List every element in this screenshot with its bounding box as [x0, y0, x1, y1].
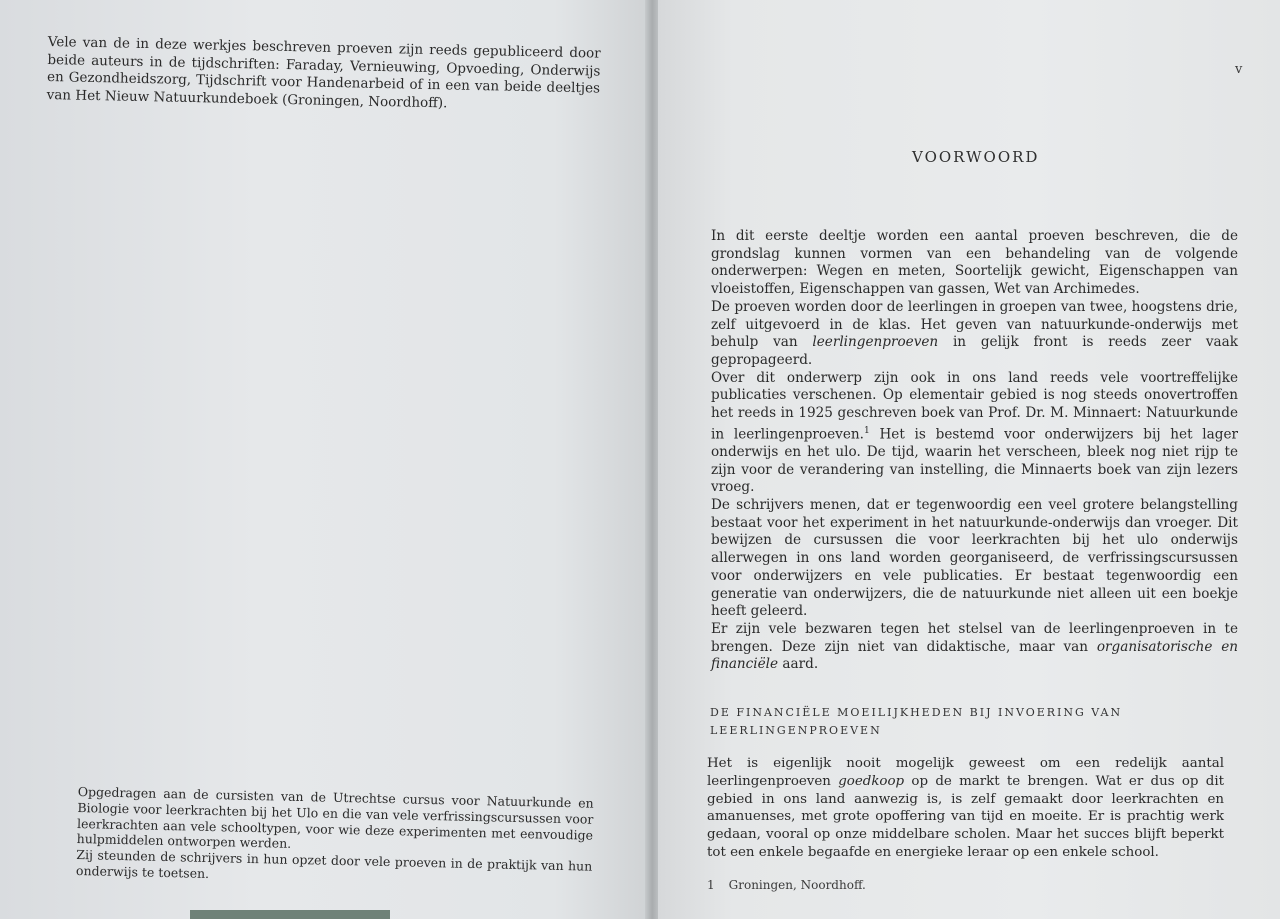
section-body	[707, 755, 1224, 862]
paragraph-4: De schrijvers menen, dat er tegenwoordig een veel grotere belangstelling bestaat voor het experiment in het natuurkunde-onderwijs dan vroeger. Dit bewijzen de cursussen die voor leerkrachten bij het ulo onderwijs allerwegen in ons land worden georganiseerd, de verfrissingscursussen voor onderwijzers en vele publicaties. Er bestaat tegenwoordig een generatie van onderwijzers, die de natuurkunde niet alleen uit een boekje heeft geleerd.	[711, 497, 1238, 620]
paragraph-6	[707, 755, 1224, 862]
paragraph-5-text-b: aard.	[778, 656, 819, 673]
section-title: DE FINANCIËLE MOEILIJKHEDEN BIJ INVOERING VAN LEERLINGENPROEVEN	[710, 706, 1123, 737]
dedication-paragraph: Opgedragen aan de cursisten van de Utrechtse cursus voor Natuurkunde en Biologie voor leerkrachten bij het Ulo en die van vele verfrissingscursussen voor leerkrachten aan vele schooltypen, voor wie deze experimenten met eenvoudige hulpmiddelen ontworpen werden.	[76, 784, 594, 852]
paragraph-6-emphasis: goedkoop	[838, 773, 905, 789]
dedication-support-paragraph: Zij steunden de schrijvers in hun opzet door vele proeven in de praktijk van hun onderwijs te toetsen.	[75, 847, 593, 881]
paragraph-6-text-a: Het is eigenlijk nooit mogelijk geweest om een redelijk aantal leerlingenproeven	[707, 756, 1224, 789]
paragraph-3-text-b: Het is bestemd voor onderwijzers bij het lager onderwijs en het ulo. De tijd, waarin het verscheen, bleek nog niet rijp te zijn voor de verandering van instelling, die Minnaerts boek van zijn lezers vroeg.	[711, 426, 1238, 496]
footnote-number: 1	[707, 878, 715, 892]
footnote-text: Groningen, Noordhoff.	[728, 878, 866, 892]
paragraph-2-emphasis: leerlingenproeven	[812, 334, 939, 351]
paragraph-2-text-a: De proeven worden door de leerlingen in groepen van twee, hoogstens drie, zelf uitgevoerd in de klas. Het geven van natuurkunde-onderwijs met behulp van	[711, 298, 1238, 351]
page-number: v	[1235, 62, 1243, 77]
paragraph-2-text-b: in gelijk front is reeds zeer vaak gepropageerd.	[711, 334, 1238, 368]
paragraph-5-emphasis: organisatorische en financiële	[711, 638, 1238, 673]
paragraph-5	[711, 621, 1238, 674]
paragraph-3-text-a: Over dit onderwerp zijn ook in ons land reeds vele voortreffelijke publicaties verschenen. Op elementair gebied is nog steeds onovertroffen het reeds in 1925 geschreven boek van Prof. Dr. M. Minnaert: Natuurkunde in leerlingenproeven.	[711, 369, 1238, 443]
paragraph-6-text-b: op de markt te brengen. Wat er dus op dit gebied in ons land aanwezig is, is zelf gemaakt door leerkrachten en amanuenses, met grote opoffering van tijd en moeite. Er is prachtig werk gedaan, vooral op onze middelbare scholen. Maar het succes blijft beperkt tot een enkele begaafde en energieke leraar op een enkele school.	[707, 773, 1224, 860]
page-heading: VOORWOORD	[912, 148, 1040, 166]
book-cover-edge	[190, 910, 390, 919]
foreword-body	[711, 228, 1238, 674]
footnote-marker: 1	[863, 425, 870, 436]
footnote	[707, 878, 866, 892]
paragraph-1: In dit eerste deeltje worden een aantal proeven beschreven, die de grondslag kunnen vormen van een behandeling van de volgende onderwerpen: Wegen en meten, Soortelijk gewicht, Eigenschappen van vloeistoffen, Eigenschappen van gassen, Wet van Archimedes.	[711, 228, 1238, 298]
dedication-block	[76, 784, 594, 890]
paragraph-5-text-a: Er zijn vele bezwaren tegen het stelsel van de leerlingenproeven in te brengen. Deze zijn niet van didaktische, maar van	[711, 621, 1238, 655]
paragraph-2	[711, 299, 1238, 370]
left-intro-paragraph: Vele van de in deze werkjes beschreven proeven zijn reeds gepubliceerd door beide auteurs in de tijdschriften: Faraday, Vernieuwing, Opvoeding, Onderwijs en Gezondheidszorg, Tijdschrift voor Handenarbeid of in een van beide deeltjes van Het Nieuw Natuurkundeboek (Groningen, Noordhoff).	[46, 34, 601, 112]
paragraph-3	[711, 370, 1238, 497]
